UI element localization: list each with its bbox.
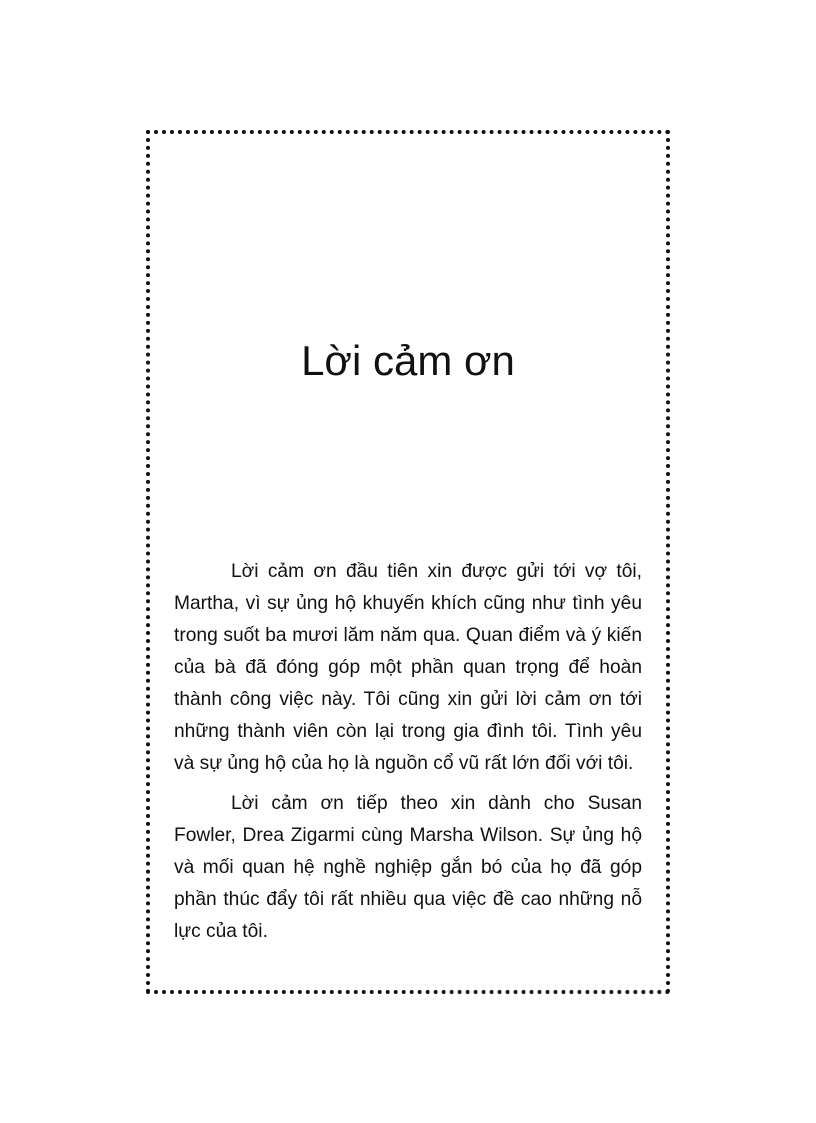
- paragraph-2: Lời cảm ơn tiếp theo xin dành cho Susan Fowler, Drea Zigarmi cùng Marsha Wilson. Sự ủng hộ và mối quan hệ nghề nghiệp gắn bó của họ đã góp phần thúc đẩy tôi rất nhiều qua việc đề cao những nỗ lực của tôi.: [174, 793, 642, 942]
- page-title: Lời cảm ơn: [301, 337, 515, 384]
- dotted-page-frame: [146, 130, 670, 994]
- acknowledgement-body: [174, 556, 642, 956]
- paragraph-1: Lời cảm ơn đầu tiên xin được gửi tới vợ tôi, Martha, vì sự ủng hộ khuyến khích cũng như tình yêu trong suốt ba mươi lăm năm qua. Quan điểm và ý kiến của bà đã đóng góp một phần quan trọng để hoàn thành công việc này. Tôi cũng xin gửi lời cảm ơn tới những thành viên còn lại trong gia đình tôi. Tình yêu và sự ủng hộ của họ là nguồn cổ vũ rất lớn đối với tôi.: [174, 561, 642, 774]
